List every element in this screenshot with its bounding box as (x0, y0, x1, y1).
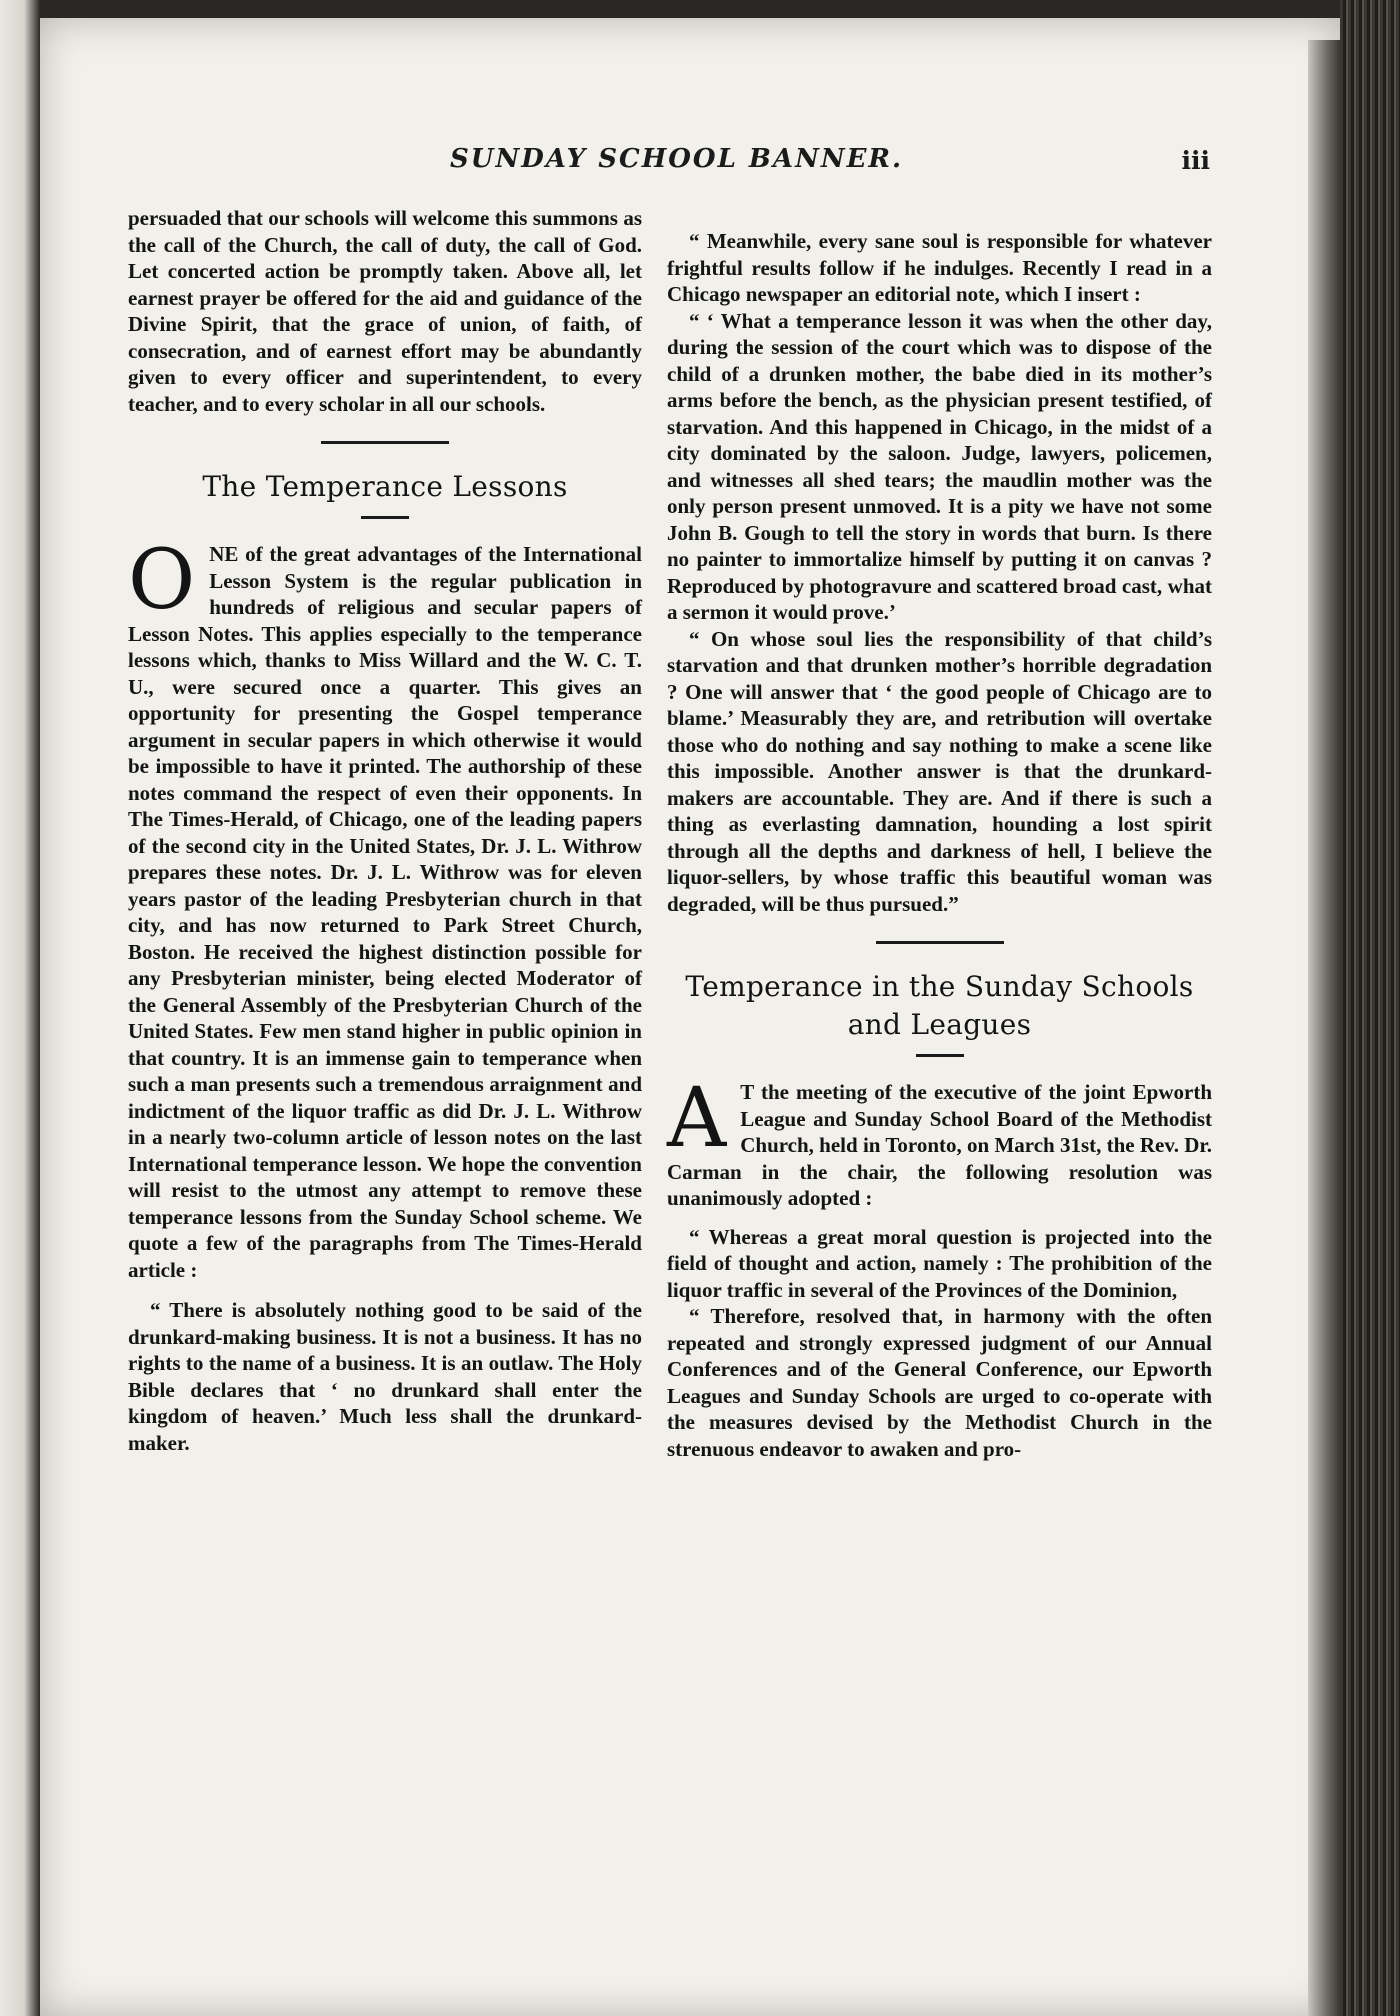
drop-cap: O (128, 533, 196, 628)
right-paragraph-3: “ On whose soul lies the responsibility of that child’s starvation and that drunken mother’s horrible degradation ? One will answer that ‘ the good people of Chicago are to blame.’ Measurably they are, and retribution will overtake those who do nothing and say nothing to make a scene like this impossible. Another answer is that the drunkard-makers are accountable. They are. And if there is such a thing as everlasting damnation, hounding a lost spirit through all the depths and darkness of hell, I believe the liquor-sellers, by whose traffic this beautiful woman was degraded, will be thus pursued.” (667, 626, 1212, 916)
page-left-edge (0, 0, 40, 2016)
page-header (120, 144, 1210, 184)
right-paragraph-1: “ Meanwhile, every sane soul is responsible for whatever frightful results follow if he indulges. Recently I read in a Chicago newspaper an editorial note, which I insert : (667, 229, 1212, 306)
book-spine (1340, 0, 1400, 2016)
lesson-body-paragraph (128, 533, 642, 1283)
right-column (667, 228, 1212, 1462)
intro-paragraph: persuaded that our schools will welcome this summons as the call of the Church, the call of duty, the call of God. Let concerted action be promptly taken. Above all, let earnest prayer be offered for the aid and guidance of the Divine Spirit, that the grace of union, of faith, of consecration, and of earnest effort may be abundantly given to every officer and superintendent, to every teacher, and to every scholar in all our schools. (128, 206, 642, 416)
page-right-shadow (1308, 40, 1340, 2016)
page-number: iii (1181, 146, 1210, 175)
quote-paragraph: “ There is absolutely nothing good to be said of the drunkard-making business. It is not a business. It has no rights to the name of a business. It is an outlaw. The Holy Bible declares that ‘ no drunkard shall enter the kingdom of heaven.’ Much less shall the drunkard-maker. (128, 1298, 642, 1455)
title-underline (361, 516, 409, 519)
meeting-body-text: T the meeting of the executive of the joint Epworth League and Sunday School Board of the Methodist Church, held in Toronto, on March 31st, the Rev. Dr. Carman in the chair, the following resolution was unanimously adopted : (667, 1080, 1213, 1210)
drop-cap: A (667, 1071, 727, 1166)
section-title-sunday-schools (667, 968, 1212, 1044)
running-title: SUNDAY SCHOOL BANNER. (450, 144, 904, 174)
section-title-line-1: Temperance in the Sunday Schools (685, 970, 1194, 1003)
title-underline (916, 1054, 964, 1057)
section-title-temperance-lessons: The Temperance Lessons (202, 470, 568, 503)
lesson-body-text: NE of the great advantages of the International Lesson System is the regular publication in hundreds of religious and secular papers of Lesson Notes. This applies especially to the temperance lessons which, thanks to Miss Willard and the W. C. T. U., were secured once a quarter. This gives an opportunity for presenting the Gospel temperance argument in secular papers in which otherwise it would be impossible to have it printed. The authorship of these notes command the respect of even their opponents. In The Times-Herald, of Chicago, one of the leading papers of the second city in the United States, Dr. J. L. Withrow prepares these notes. Dr. J. L. Withrow was for eleven years pastor of the leading Presbyterian church in that city, and has now returned to Park Street Church, Boston. He received the highest distinction possible for any Presbyterian minister, being elected Moderator of the General Assembly of the Presbyterian Church of the United States. Few men stand higher in public opinion in that country. It is an immense gain to temperance when such a man presents such a tremendous arraignment and indictment of the liquor traffic as did Dr. J. L. Withrow in a nearly two-column article of lesson notes on the last International temperance lesson. We hope the convention will resist to the utmost any attempt to remove these temperance lessons from the Sunday School scheme. We quote a few of the paragraphs from The Times-Herald article : (128, 542, 642, 1282)
resolution-paragraph-2: “ Therefore, resolved that, in harmony with the often repeated and strongly expressed judgment of our Annual Conferences and of the General Conference, our Epworth Leagues and Sunday Schools are urged to co-operate with the measures devised by the Methodist Church in the strenuous endeavor to awaken and pro- (667, 1304, 1212, 1461)
meeting-body-paragraph (667, 1071, 1213, 1212)
section-title-line-2: and Leagues (847, 1008, 1032, 1041)
section-divider (321, 441, 449, 444)
left-column (128, 205, 642, 1456)
section-divider (876, 941, 1004, 944)
right-paragraph-2: “ ‘ What a temperance lesson it was when the other day, during the session of the court which was to dispose of the child of a drunken mother, the babe died in its mother’s arms before the bench, as the physician present testified, of starvation. And this happened in Chicago, in the midst of a city dominated by the saloon. Judge, lawyers, policemen, and witnesses all shed tears; the maudlin mother was the only person present unmoved. It is a pity we have not some John B. Gough to tell the story in words that burn. Is there no painter to immortalize himself by putting it on canvas ? Reproduced by photogravure and scattered broad cast, what a sermon it would prove.’ (667, 308, 1212, 624)
resolution-paragraph-1: “ Whereas a great moral question is projected into the field of thought and action, namely : The prohibition of the liquor traffic in several of the Provinces of the Dominion, (667, 1224, 1212, 1302)
